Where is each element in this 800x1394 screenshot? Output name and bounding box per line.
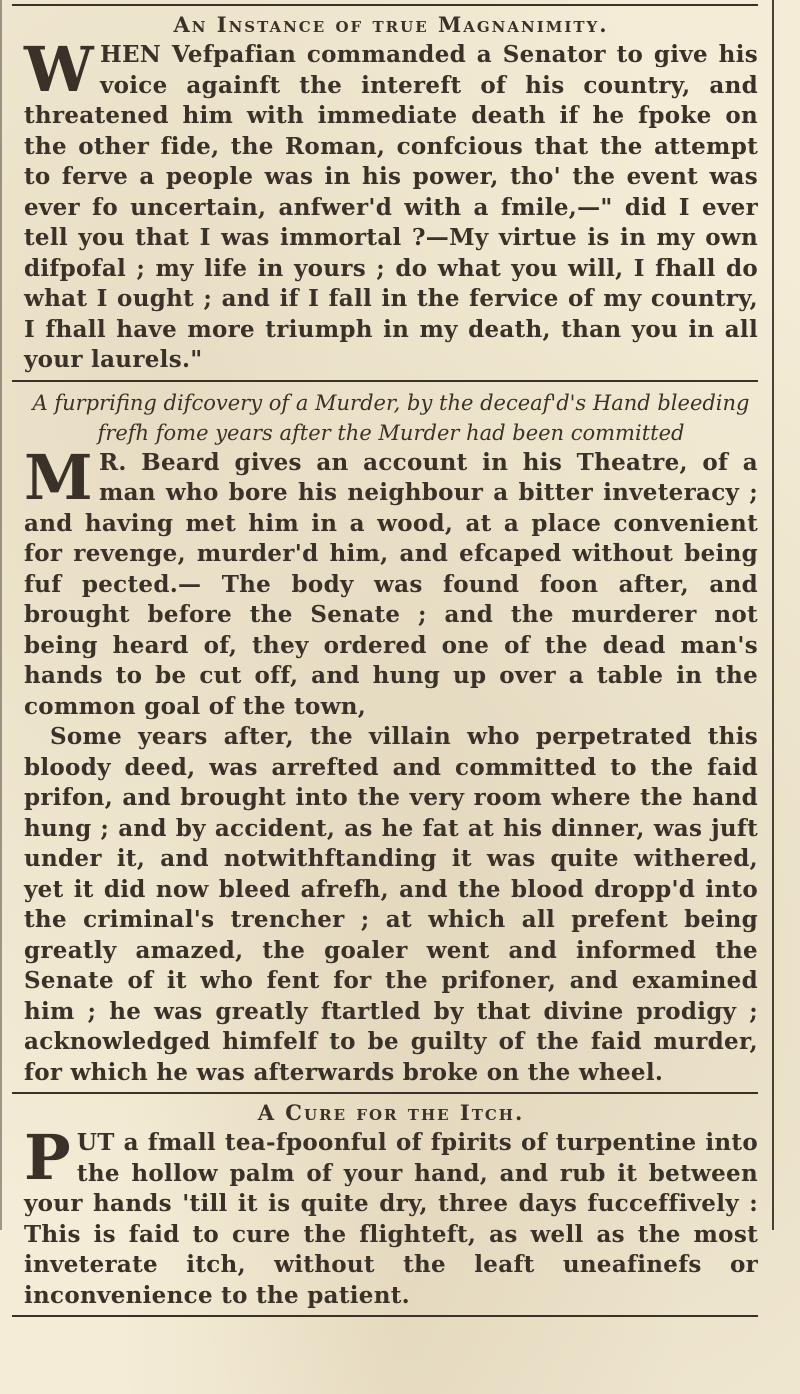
drop-cap: P [24,1121,71,1194]
article-text: HEN Vefpafian commanded a Senator to give his voice againft the intereft of his country, and threatened him with immediate death if he fpoke on the other fide, the Roman, confcious that the attempt to ferve a people was in his power, tho' the event was ever fo uncertain, anfwer'd with a fmile,—" did I ever tell you that I was immortal ?—My virtue is in my own difpofal ; my life in yours ; do what you will, I fhall do what I ought ; and if I fall in the fervice of my country, I fhall have more triumph in my death, than you in all your laurels." [24,41,758,373]
section-rule [12,380,758,382]
section-rule [12,1092,758,1094]
article-heading: A Cure for the Itch. [257,1100,525,1125]
drop-cap: W [24,33,94,106]
article-heading: An Instance of true Magnanimity. [173,12,609,37]
article-subheading: A furprifing difcovery of a Murder, by the deceaf'd's Hand bleeding frefh fome years after the Murder had been committed [32,390,750,445]
top-rule [12,4,758,6]
article-body [24,440,758,723]
article-body-continued: Some years after, the villain who perpetrated this bloody deed, was arrefted and committed to the faid prifon, and brought into the very room where the hand hung ; and by accident, as he fat at his dinner, was juft under it, and notwithftanding it was quite withered, yet it did now bleed afrefh, and the blood dropp'd into the criminal's trencher ; at which all prefent being greatly amazed, the goaler went and informed the Senate of it who fent for the prifoner, and examined him ; he was greatly ftartled by that divine prodigy ; acknowledged himfelf to be guilty of the faid murder, for which he was afterwards broke on the wheel. [24,723,758,1086]
article-text: R. Beard gives an account in his Theatre, of a man who bore his neighbour a bitter inveteracy ; and having met him in a wood, at a place convenient for revenge, murder'd him, and efcaped without being fuf pected.— The body was found foon after, and brought before the Senate ; and the murderer not being heard of, they ordered one of the dead man's hands to be cut off, and hung up over a table in the common goal of the town, [24,448,758,720]
article-text: UT a fmall tea-fpoonful of fpirits of turpentine into the hollow palm of your hand, and rub it between your hands 'till it is quite dry, three days fucceffively : This is faid to cure the flighteft, as well as the most inveterate itch, without the leaft uneafinefs or inconvenience to the patient. [24,1129,758,1309]
article-murder [2,388,772,1093]
blank-paper-margin [0,1230,800,1394]
drop-cap: M [24,440,93,514]
article-body [24,33,758,376]
article-magnanimity [2,12,772,380]
